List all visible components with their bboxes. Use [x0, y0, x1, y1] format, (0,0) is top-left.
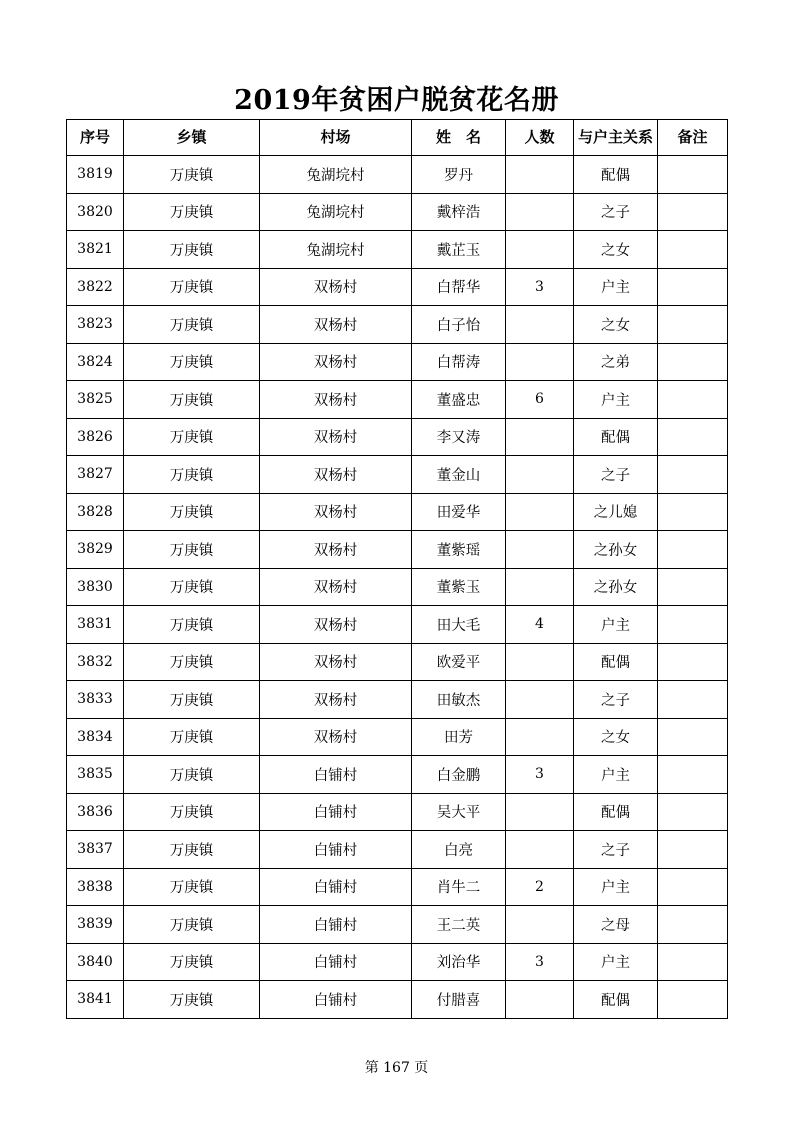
cell-relation: 户主	[574, 756, 658, 794]
cell-note	[658, 381, 728, 419]
cell-count: 3	[506, 756, 574, 794]
cell-count	[506, 493, 574, 531]
table-row	[67, 418, 728, 456]
cell-town: 万庚镇	[124, 493, 260, 531]
cell-town: 万庚镇	[124, 943, 260, 981]
cell-count	[506, 531, 574, 569]
cell-town: 万庚镇	[124, 381, 260, 419]
cell-note	[658, 418, 728, 456]
table-row	[67, 718, 728, 756]
cell-town: 万庚镇	[124, 906, 260, 944]
cell-village: 白铺村	[260, 906, 412, 944]
cell-name: 吴大平	[412, 793, 506, 831]
cell-serial: 3821	[67, 231, 124, 269]
page-title: 2019年贫困户脱贫花名册	[234, 85, 559, 116]
cell-serial: 3822	[67, 268, 124, 306]
column-header-serial: 序号	[67, 120, 124, 156]
cell-village: 双杨村	[260, 681, 412, 719]
cell-note	[658, 906, 728, 944]
cell-village: 双杨村	[260, 268, 412, 306]
cell-count	[506, 306, 574, 344]
cell-note	[658, 756, 728, 794]
cell-village: 双杨村	[260, 306, 412, 344]
cell-relation: 户主	[574, 943, 658, 981]
cell-note	[658, 193, 728, 231]
cell-village: 双杨村	[260, 418, 412, 456]
cell-serial: 3830	[67, 568, 124, 606]
cell-village: 双杨村	[260, 718, 412, 756]
table-row	[67, 493, 728, 531]
cell-town: 万庚镇	[124, 156, 260, 194]
cell-relation: 之子	[574, 456, 658, 494]
cell-serial: 3833	[67, 681, 124, 719]
table-row	[67, 343, 728, 381]
cell-name: 田敏杰	[412, 681, 506, 719]
table-row	[67, 793, 728, 831]
cell-note	[658, 568, 728, 606]
roster-table	[66, 119, 728, 1019]
cell-name: 付腊喜	[412, 981, 506, 1019]
table-row	[67, 231, 728, 269]
cell-town: 万庚镇	[124, 831, 260, 869]
cell-serial: 3820	[67, 193, 124, 231]
cell-name: 欧爱平	[412, 643, 506, 681]
cell-name: 董金山	[412, 456, 506, 494]
cell-name: 戴芷玉	[412, 231, 506, 269]
cell-serial: 3834	[67, 718, 124, 756]
cell-relation: 配偶	[574, 981, 658, 1019]
cell-town: 万庚镇	[124, 793, 260, 831]
cell-note	[658, 456, 728, 494]
cell-note	[658, 268, 728, 306]
cell-serial: 3836	[67, 793, 124, 831]
column-header-relation: 与户主关系	[574, 120, 658, 156]
cell-name: 白金鹏	[412, 756, 506, 794]
cell-count: 6	[506, 381, 574, 419]
column-header-village: 村场	[260, 120, 412, 156]
cell-name: 李又涛	[412, 418, 506, 456]
cell-serial: 3841	[67, 981, 124, 1019]
cell-serial: 3829	[67, 531, 124, 569]
column-header-count: 人数	[506, 120, 574, 156]
table-row	[67, 681, 728, 719]
cell-count	[506, 981, 574, 1019]
cell-relation: 配偶	[574, 793, 658, 831]
cell-count	[506, 643, 574, 681]
table-row	[67, 306, 728, 344]
cell-relation: 之儿媳	[574, 493, 658, 531]
cell-relation: 之母	[574, 906, 658, 944]
cell-count: 4	[506, 606, 574, 644]
cell-note	[658, 831, 728, 869]
cell-village: 白铺村	[260, 756, 412, 794]
cell-town: 万庚镇	[124, 981, 260, 1019]
table-row	[67, 906, 728, 944]
cell-count	[506, 193, 574, 231]
cell-relation: 之孙女	[574, 568, 658, 606]
cell-village: 白铺村	[260, 943, 412, 981]
cell-serial: 3823	[67, 306, 124, 344]
cell-relation: 配偶	[574, 418, 658, 456]
table-row	[67, 981, 728, 1019]
cell-town: 万庚镇	[124, 418, 260, 456]
cell-note	[658, 943, 728, 981]
cell-note	[658, 231, 728, 269]
table-row	[67, 943, 728, 981]
cell-name: 白子怡	[412, 306, 506, 344]
cell-note	[658, 531, 728, 569]
cell-name: 田大毛	[412, 606, 506, 644]
cell-name: 董盛忠	[412, 381, 506, 419]
cell-village: 兔湖垸村	[260, 156, 412, 194]
cell-serial: 3839	[67, 906, 124, 944]
cell-name: 董紫瑶	[412, 531, 506, 569]
cell-serial: 3825	[67, 381, 124, 419]
cell-count	[506, 231, 574, 269]
cell-relation: 户主	[574, 868, 658, 906]
cell-village: 白铺村	[260, 868, 412, 906]
cell-count	[506, 568, 574, 606]
cell-note	[658, 606, 728, 644]
cell-town: 万庚镇	[124, 568, 260, 606]
cell-town: 万庚镇	[124, 306, 260, 344]
cell-town: 万庚镇	[124, 268, 260, 306]
header-row	[67, 120, 728, 156]
cell-count	[506, 793, 574, 831]
page-number: 第 167 页	[364, 1060, 429, 1076]
cell-relation: 之女	[574, 306, 658, 344]
cell-note	[658, 868, 728, 906]
cell-name: 肖牛二	[412, 868, 506, 906]
cell-town: 万庚镇	[124, 343, 260, 381]
cell-relation: 户主	[574, 381, 658, 419]
cell-relation: 之女	[574, 718, 658, 756]
cell-name: 白帮涛	[412, 343, 506, 381]
cell-relation: 之子	[574, 193, 658, 231]
table-row	[67, 568, 728, 606]
cell-relation: 之孙女	[574, 531, 658, 569]
cell-town: 万庚镇	[124, 606, 260, 644]
column-header-town: 乡镇	[124, 120, 260, 156]
cell-serial: 3828	[67, 493, 124, 531]
table-row	[67, 606, 728, 644]
cell-count	[506, 418, 574, 456]
cell-town: 万庚镇	[124, 643, 260, 681]
column-header-note: 备注	[658, 120, 728, 156]
table-row	[67, 643, 728, 681]
cell-town: 万庚镇	[124, 681, 260, 719]
cell-village: 双杨村	[260, 531, 412, 569]
cell-serial: 3831	[67, 606, 124, 644]
cell-name: 王二英	[412, 906, 506, 944]
cell-relation: 之弟	[574, 343, 658, 381]
cell-note	[658, 718, 728, 756]
cell-relation: 配偶	[574, 643, 658, 681]
cell-serial: 3827	[67, 456, 124, 494]
cell-relation: 户主	[574, 268, 658, 306]
cell-note	[658, 681, 728, 719]
cell-town: 万庚镇	[124, 231, 260, 269]
cell-note	[658, 306, 728, 344]
cell-village: 双杨村	[260, 456, 412, 494]
cell-relation: 户主	[574, 606, 658, 644]
cell-relation: 之女	[574, 231, 658, 269]
cell-count	[506, 906, 574, 944]
cell-town: 万庚镇	[124, 531, 260, 569]
cell-note	[658, 793, 728, 831]
cell-village: 白铺村	[260, 831, 412, 869]
table-row	[67, 868, 728, 906]
cell-town: 万庚镇	[124, 718, 260, 756]
cell-town: 万庚镇	[124, 868, 260, 906]
cell-relation: 配偶	[574, 156, 658, 194]
cell-village: 兔湖垸村	[260, 231, 412, 269]
cell-name: 罗丹	[412, 156, 506, 194]
cell-village: 双杨村	[260, 568, 412, 606]
cell-name: 董紫玉	[412, 568, 506, 606]
cell-relation: 之子	[574, 831, 658, 869]
cell-village: 双杨村	[260, 343, 412, 381]
cell-count: 3	[506, 268, 574, 306]
cell-village: 双杨村	[260, 606, 412, 644]
cell-village: 白铺村	[260, 793, 412, 831]
cell-serial: 3840	[67, 943, 124, 981]
cell-count	[506, 156, 574, 194]
cell-name: 田芳	[412, 718, 506, 756]
cell-serial: 3819	[67, 156, 124, 194]
cell-village: 双杨村	[260, 643, 412, 681]
cell-serial: 3838	[67, 868, 124, 906]
table-row	[67, 193, 728, 231]
table-row	[67, 456, 728, 494]
table-row	[67, 268, 728, 306]
table-row	[67, 831, 728, 869]
cell-count: 2	[506, 868, 574, 906]
cell-count	[506, 681, 574, 719]
cell-name: 白帮华	[412, 268, 506, 306]
table-row	[67, 756, 728, 794]
table-row	[67, 381, 728, 419]
cell-serial: 3824	[67, 343, 124, 381]
cell-serial: 3826	[67, 418, 124, 456]
cell-count	[506, 831, 574, 869]
cell-note	[658, 981, 728, 1019]
cell-serial: 3835	[67, 756, 124, 794]
column-header-name: 姓 名	[412, 120, 506, 156]
cell-name: 刘治华	[412, 943, 506, 981]
cell-serial: 3832	[67, 643, 124, 681]
cell-count: 3	[506, 943, 574, 981]
cell-village: 兔湖垸村	[260, 193, 412, 231]
cell-count	[506, 343, 574, 381]
cell-note	[658, 643, 728, 681]
roster-body	[67, 156, 728, 1019]
cell-town: 万庚镇	[124, 756, 260, 794]
cell-note	[658, 156, 728, 194]
cell-name: 戴梓浩	[412, 193, 506, 231]
cell-note	[658, 343, 728, 381]
cell-serial: 3837	[67, 831, 124, 869]
cell-village: 双杨村	[260, 381, 412, 419]
cell-name: 白亮	[412, 831, 506, 869]
cell-name: 田爱华	[412, 493, 506, 531]
cell-note	[658, 493, 728, 531]
cell-town: 万庚镇	[124, 193, 260, 231]
cell-town: 万庚镇	[124, 456, 260, 494]
cell-count	[506, 456, 574, 494]
cell-village: 双杨村	[260, 493, 412, 531]
cell-village: 白铺村	[260, 981, 412, 1019]
table-row	[67, 156, 728, 194]
cell-count	[506, 718, 574, 756]
cell-relation: 之子	[574, 681, 658, 719]
table-row	[67, 531, 728, 569]
